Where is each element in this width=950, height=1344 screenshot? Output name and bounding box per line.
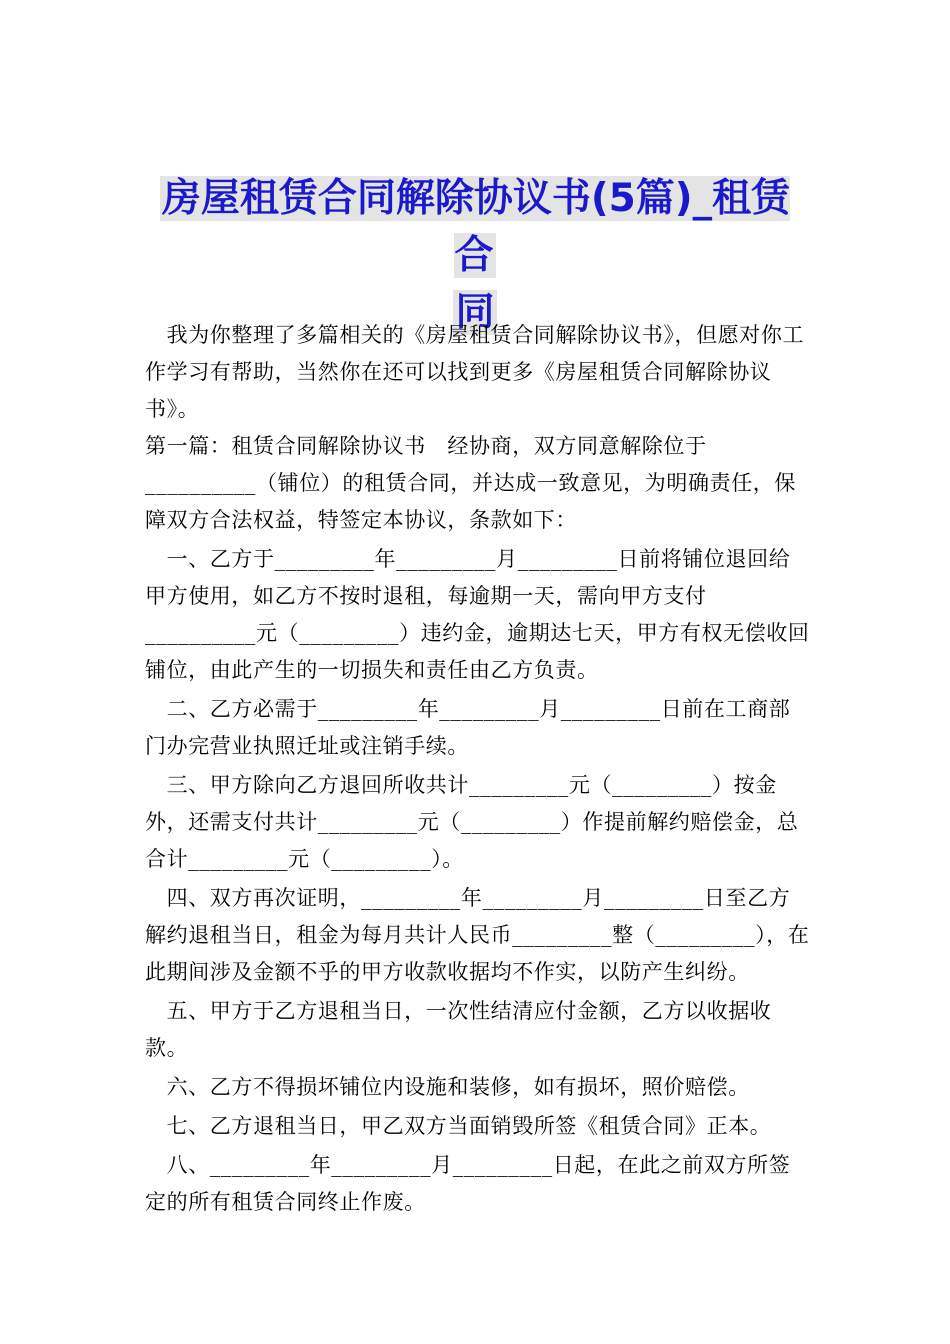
document-body	[145, 317, 810, 1221]
clause-4: 四、双方再次证明，_________年_________月_________日至乙方解约退租当日，租金为每月共计人民币_________整（_________），在此期间涉及金额不乎的甲方收款收据均不作实，以防产生纠纷。	[145, 886, 810, 984]
clause-3: 三、甲方除向乙方退回所收共计_________元（_________）按金外，还需支付共计_________元（_________）作提前解约赔偿金，总合计_________元（_________）。	[145, 773, 799, 871]
title-line-1: 房屋租赁合同解除协议书(5篇)_租赁合	[161, 176, 791, 278]
title-line-2: 同	[455, 290, 495, 335]
clause-6: 六、乙方不得损坏铺位内设施和装修，如有损坏，照价赔偿。	[145, 1075, 750, 1099]
clause-2: 二、乙方必需于_________年_________月_________日前在工商部门办完营业执照迁址或注销手续。	[145, 697, 791, 758]
document-title	[140, 170, 810, 341]
clause-1: 一、乙方于_________年_________月_________日前将铺位退回给甲方使用，如乙方不按时退租，每逾期一天，需向甲方支付__________元（_________）违约金，逾期达七天，甲方有权无偿收回铺位，由此产生的一切损失和责任由乙方负责。	[145, 547, 810, 682]
clause-7: 七、乙方退租当日，甲乙双方当面销毁所签《租赁合同》正本。	[145, 1114, 772, 1138]
clause-5: 五、甲方于乙方退租当日，一次性结清应付金额，乙方以收据收款。	[145, 999, 772, 1060]
paragraph-part-one: 第一篇：租赁合同解除协议书 经协商，双方同意解除位于__________（铺位）的租赁合同，并达成一致意见，为明确责任，保障双方合法权益，特签定本协议，条款如下：	[145, 434, 796, 532]
paragraph-intro: 我为你整理了多篇相关的《房屋租赁合同解除协议书》，但愿对你工作学习有帮助，当然你在还可以找到更多《房屋租赁合同解除协议书》。	[145, 323, 805, 421]
clause-8: 八、_________年_________月_________日起，在此之前双方所签定的所有租赁合同终止作废。	[145, 1153, 791, 1214]
